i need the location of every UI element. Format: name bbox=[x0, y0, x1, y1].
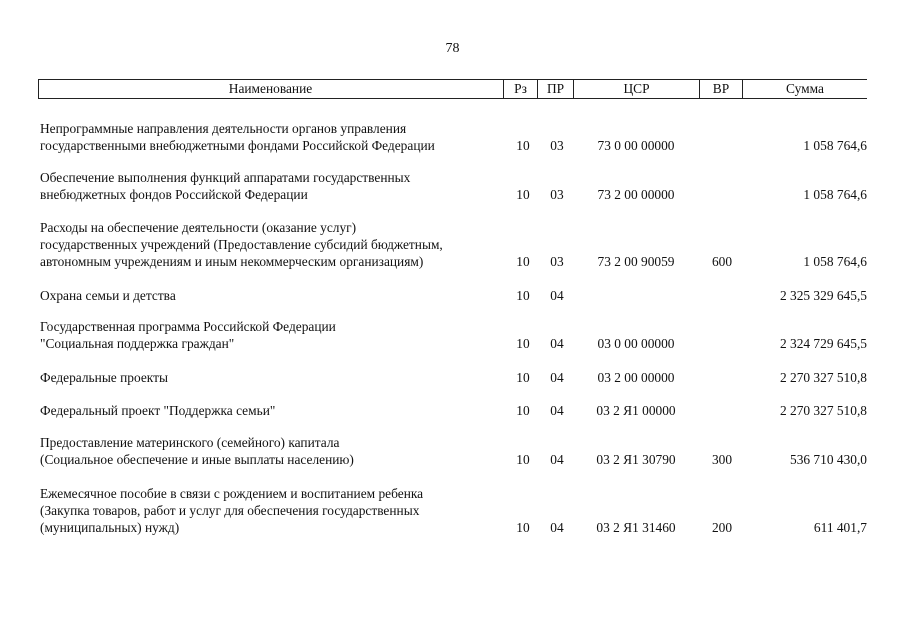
row-sum: 1 058 764,6 bbox=[803, 187, 867, 202]
header-csr: ЦСР bbox=[573, 80, 699, 98]
row-name bbox=[40, 219, 495, 270]
row-name-line: государственными внебюджетными фондами Российской Федерации bbox=[40, 138, 435, 153]
row-name bbox=[40, 169, 495, 203]
row-sum: 536 710 430,0 bbox=[790, 452, 867, 467]
row-name bbox=[40, 485, 495, 536]
row-name-line: Предоставление материнского (семейного) капитала bbox=[40, 435, 340, 450]
row-csr: 03 2 Я1 00000 bbox=[596, 403, 676, 418]
row-sum: 1 058 764,6 bbox=[803, 138, 867, 153]
row-name bbox=[40, 318, 495, 352]
table-header bbox=[38, 79, 867, 99]
row-rz: 10 bbox=[516, 336, 530, 351]
row-name-line: "Социальная поддержка граждан" bbox=[40, 336, 235, 351]
row-name-line: Федеральный проект "Поддержка семьи" bbox=[40, 403, 276, 418]
row-name bbox=[40, 120, 495, 154]
row-name-line: Федеральные проекты bbox=[40, 370, 168, 385]
row-rz: 10 bbox=[516, 138, 530, 153]
row-rz: 10 bbox=[516, 452, 530, 467]
row-csr: 03 2 Я1 31460 bbox=[596, 520, 676, 535]
row-sum: 1 058 764,6 bbox=[803, 254, 867, 269]
row-rz: 10 bbox=[516, 370, 530, 385]
row-rz: 10 bbox=[516, 288, 530, 303]
row-pr: 04 bbox=[550, 370, 564, 385]
header-rz: Рз bbox=[503, 80, 537, 98]
row-vr: 200 bbox=[711, 520, 733, 535]
row-name-line: Непрограммные направления деятельности органов управления bbox=[40, 121, 407, 136]
row-name bbox=[40, 402, 495, 419]
row-csr: 73 2 00 00000 bbox=[597, 187, 675, 202]
header-pr: ПР bbox=[537, 80, 573, 98]
row-name-line: внебюджетных фондов Российской Федерации bbox=[40, 187, 308, 202]
row-rz: 10 bbox=[516, 187, 530, 202]
row-rz: 10 bbox=[516, 403, 530, 418]
row-sum: 2 270 327 510,8 bbox=[779, 403, 867, 418]
row-csr: 73 0 00 00000 bbox=[597, 138, 675, 153]
row-name-line: (Закупка товаров, работ и услуг для обеспечения государственных bbox=[40, 503, 420, 518]
row-pr: 04 bbox=[550, 452, 564, 467]
row-name bbox=[40, 434, 495, 468]
row-pr: 03 bbox=[550, 138, 564, 153]
row-pr: 03 bbox=[550, 187, 564, 202]
row-vr: 300 bbox=[711, 452, 733, 467]
row-name-line: Обеспечение выполнения функций аппаратами государственных bbox=[40, 170, 411, 185]
row-name-line: автономным учреждениям и иным некоммерческим организациям) bbox=[40, 254, 424, 269]
row-name-line: (Социальное обеспечение и иные выплаты населению) bbox=[40, 452, 354, 467]
row-pr: 04 bbox=[550, 288, 564, 303]
row-pr: 03 bbox=[550, 254, 564, 269]
row-pr: 04 bbox=[550, 520, 564, 535]
row-name-line: государственных учреждений (Предоставление субсидий бюджетным, bbox=[40, 237, 443, 252]
row-pr: 04 bbox=[550, 403, 564, 418]
header-sum: Сумма bbox=[742, 80, 867, 98]
row-pr: 04 bbox=[550, 336, 564, 351]
row-sum: 2 324 729 645,5 bbox=[779, 336, 867, 351]
row-vr: 600 bbox=[711, 254, 733, 269]
row-csr: 03 0 00 00000 bbox=[597, 336, 675, 351]
row-csr: 73 2 00 90059 bbox=[597, 254, 675, 269]
row-csr: 03 2 Я1 30790 bbox=[596, 452, 676, 467]
row-rz: 10 bbox=[516, 254, 530, 269]
row-csr: 03 2 00 00000 bbox=[597, 370, 675, 385]
row-name-line: Ежемесячное пособие в связи с рождением и воспитанием ребенка bbox=[40, 486, 424, 501]
row-name-line: Охрана семьи и детства bbox=[40, 288, 176, 303]
row-name bbox=[40, 287, 495, 304]
page-number: 78 bbox=[445, 41, 460, 56]
row-rz: 10 bbox=[516, 520, 530, 535]
row-name-line: (муниципальных) нужд) bbox=[40, 520, 180, 535]
row-name-line: Государственная программа Российской Федерации bbox=[40, 319, 336, 334]
header-name: Наименование bbox=[228, 81, 313, 96]
row-name bbox=[40, 369, 495, 386]
row-sum: 2 325 329 645,5 bbox=[779, 288, 867, 303]
row-sum: 611 401,7 bbox=[813, 520, 867, 535]
header-vr: ВР bbox=[699, 80, 742, 98]
row-name-line: Расходы на обеспечение деятельности (оказание услуг) bbox=[40, 220, 357, 235]
row-sum: 2 270 327 510,8 bbox=[779, 370, 867, 385]
